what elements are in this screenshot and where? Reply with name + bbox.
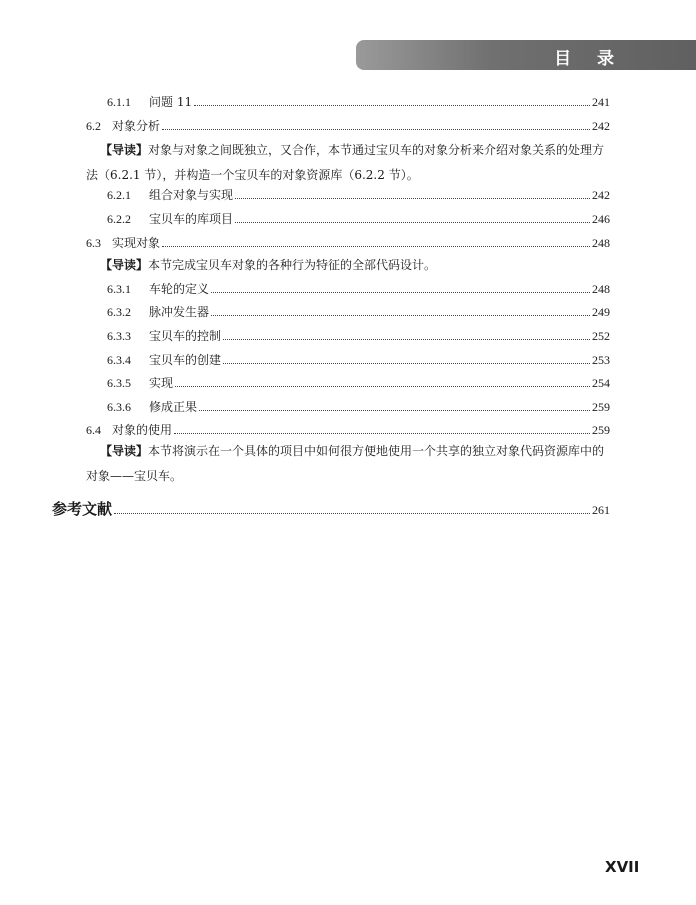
toc-number: 6.3: [86, 236, 101, 250]
toc-title: 对象的使用: [112, 423, 173, 437]
header-bar: [356, 40, 696, 70]
guide-note: [86, 138, 610, 188]
toc-page: 259: [592, 400, 610, 414]
toc-page: 252: [592, 329, 610, 343]
toc-entry-6-3-4[interactable]: [107, 351, 610, 371]
toc-page: 242: [592, 119, 610, 133]
toc-page: 261: [592, 503, 610, 517]
toc-number: 6.3.1: [107, 282, 131, 296]
toc-leader: [223, 339, 590, 340]
guide-text: 本节将演示在一个具体的项目中如何很方便地使用一个共享的独立对象代码资源库中的对象——宝贝车。: [86, 444, 605, 483]
toc-title: 修成正果: [149, 400, 198, 414]
toc-title: 实现对象: [112, 236, 161, 250]
toc-page: 242: [592, 188, 610, 202]
toc-page: 248: [592, 282, 610, 296]
toc-number: 6.3.6: [107, 400, 131, 414]
toc-number: 6.2.2: [107, 212, 131, 226]
toc-leader: [162, 246, 590, 247]
toc-leader: [114, 513, 590, 514]
toc-number: 6.1.1: [107, 95, 131, 109]
toc-entry-6-1-1[interactable]: [107, 93, 610, 113]
toc-title: 宝贝车的控制: [149, 329, 222, 343]
guide-note: [86, 439, 610, 489]
toc-leader: [211, 292, 590, 293]
toc-number: 6.2.1: [107, 188, 131, 202]
toc-entry-6-4[interactable]: [86, 421, 610, 441]
guide-tag: 【导读】: [100, 143, 149, 157]
toc-number: 6.3.2: [107, 305, 131, 319]
toc-number: 6.4: [86, 423, 101, 437]
toc-page: 253: [592, 353, 610, 367]
header-title: 目 录: [554, 49, 624, 69]
toc-number: 6.3.5: [107, 376, 131, 390]
toc-leader: [211, 315, 590, 316]
toc-title: 参考文献: [52, 500, 113, 518]
guide-tag: 【导读】: [100, 444, 149, 458]
toc-page: 241: [592, 95, 610, 109]
toc-leader: [199, 410, 590, 411]
toc-leader: [235, 198, 590, 199]
toc-entry-6-3-2[interactable]: [107, 303, 610, 323]
toc-number: 6.3.4: [107, 353, 131, 367]
toc-entry-6-3[interactable]: [86, 234, 610, 254]
toc-entry-6-3-3[interactable]: [107, 327, 610, 347]
toc-title: 脉冲发生器: [149, 305, 210, 319]
toc-entry-6-2-1[interactable]: [107, 186, 610, 206]
toc-title: 宝贝车的创建: [149, 353, 222, 367]
toc-number: 6.2: [86, 119, 101, 133]
toc-entry-references[interactable]: [52, 498, 610, 522]
toc-number: 6.3.3: [107, 329, 131, 343]
toc-title: 问题 11: [149, 95, 193, 109]
toc-entry-6-2-2[interactable]: [107, 210, 610, 230]
toc-title: 宝贝车的库项目: [149, 212, 234, 226]
guide-text: 对象与对象之间既独立，又合作，本节通过宝贝车的对象分析来介绍对象关系的处理方法（6.2.1 节），并构造一个宝贝车的对象资源库（6.2.2 节）。: [86, 143, 605, 182]
toc-title: 对象分析: [112, 119, 161, 133]
toc-leader: [174, 433, 590, 434]
toc-entry-6-3-1[interactable]: [107, 280, 610, 300]
guide-tag: 【导读】: [100, 258, 149, 272]
toc-entry-6-2[interactable]: [86, 117, 610, 137]
toc-leader: [223, 363, 590, 364]
toc-title: 车轮的定义: [149, 282, 210, 296]
toc-title: 组合对象与实现: [149, 188, 234, 202]
toc-page: 254: [592, 376, 610, 390]
toc-page: 259: [592, 423, 610, 437]
guide-text: 本节完成宝贝车对象的各种行为特征的全部代码设计。: [148, 258, 437, 272]
toc-entry-6-3-6[interactable]: [107, 398, 610, 418]
toc-entry-6-3-5[interactable]: [107, 374, 610, 394]
toc-page: 246: [592, 212, 610, 226]
toc-leader: [235, 222, 590, 223]
toc-leader: [175, 386, 590, 387]
toc-page: 248: [592, 236, 610, 250]
toc-page: 249: [592, 305, 610, 319]
page-number: XVII: [605, 858, 640, 876]
toc-leader: [162, 129, 590, 130]
toc-title: 实现: [149, 376, 174, 390]
toc-leader: [194, 105, 590, 106]
guide-note: [86, 253, 610, 278]
